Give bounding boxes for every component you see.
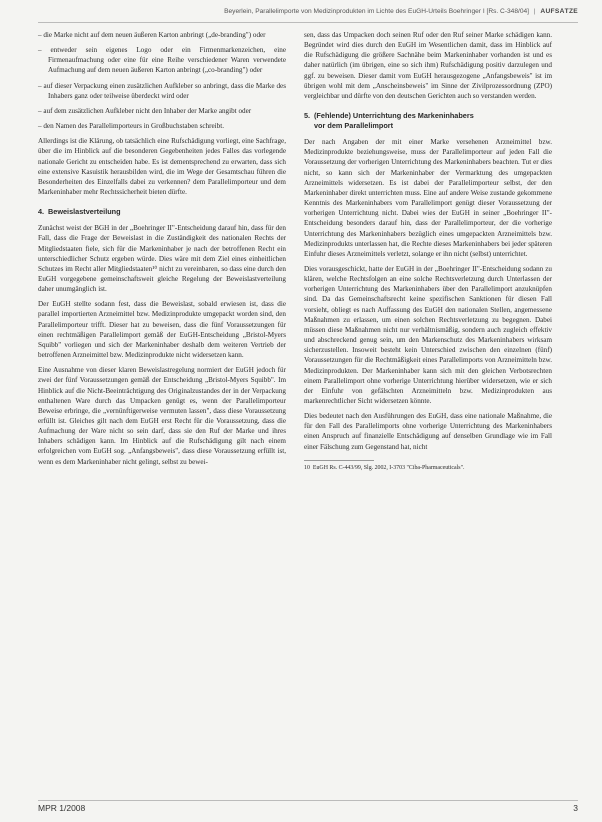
footnote-number: 10 (304, 464, 310, 471)
section-heading-4 (38, 207, 286, 217)
body-paragraph: Eine Ausnahme von dieser klaren Beweislastregelung normiert der EuGH jedoch für zwei der fünf Voraussetzungen gemäß der Entscheidung „Bristol-Myers Squibb". Im Hinblick auf die Nicht-Beeinträchtigung des Originalzustandes der in der Verpackung enthaltenen Ware durch das Umpacken genügt es, wenn der Parallelimporteur Beweise erbringe, die „vernünftigerweise vermuten lassen", dass diese Voraussetzung erfüllt ist. Gleiches gilt nach dem EuGH erst Recht für die Voraussetzung, dass die Aufmachung der Ware nicht so sein darf, dass sie den Ruf der Marke und ihres Inhabers schädigen kann. Im Hinblick auf die Rufschädigung gilt nach einem erfolgreichen vom EuGH sog. „Anfangsbeweis", dass diese Voraussetzung erfüllt ist, wenn es dem Markeninhaber nicht gelingt, selbst zu bewei- (38, 366, 286, 466)
header-citation: [Rs. C-348/04] (486, 8, 530, 15)
section-title: Beweislastverteilung (48, 207, 121, 217)
header-separator: | (533, 8, 536, 15)
journal-issue: MPR 1/2008 (38, 803, 86, 813)
running-title: Beyerlein, Parallelimporte von Medizinprodukten im Lichte des EuGH-Urteils Boehringer I (224, 8, 485, 15)
footnote (304, 464, 552, 472)
footnote-rule (304, 460, 374, 461)
right-column (304, 30, 552, 472)
body-paragraph: Allerdings ist die Klärung, ob tatsächlich eine Rufschädigung vorliegt, eine Sachfrage, über die im Hinblick auf die besonderen Gegebenheiten jedes Falles das vorlegende nationale Gericht zu entscheiden habe. Es ist dementsprechend zu erwarten, dass sich eine extensive Kasuistik herausbilden wird, die im Wege der Gesamtschau führen die Besonderheiten des Einzelfalls dabei zu verkennen? dem Parallelimporteur und dem Markeninhaber mehr Rechtssicherheit bieten dürfte. (38, 137, 286, 197)
footer-rule (38, 800, 578, 801)
page-footer (38, 803, 578, 817)
body-paragraph: sen, dass das Umpacken doch seinen Ruf oder den Ruf seiner Marke schädigen kann. Begründet wird dies durch den EuGH im Wesentlichen damit, dass im Hinblick auf die Rufschädigung die größere Sachnähe beim Markeninhaber vorhanden ist und es daher natürlich (im übrigen, eine so sich ihm) Rufschädigung positiv darzulegen und ggf. zu beweisen. Dieser damit vom EuGH herausgezogene „Anfangsbeweis" ist im übrigen wohl mit dem „Anscheinsbeweis" im Sinne der Zivilprozessordnung (ZPO) vergleichbar und dürfte von den deutschen Gerichten auch so verstanden werden. (304, 31, 552, 100)
header-rule (38, 22, 578, 23)
section-number: 5. (304, 111, 311, 121)
list-item: – auf dem zusätzlichen Aufkleber nicht den Inhaber der Marke angibt oder (38, 106, 252, 115)
body-paragraph: Dies vorausgeschickt, hatte der EuGH in der „Boehringer II"-Entscheidung sodann zu klären, welche Rechtsfolgen an eine solche Rechtsverletzung durch Unterlassen der vorherigen Unterrichtung des Markeninhabers über den Parallelimport anzuknüpfen sind. Da das Gemeinschaftsrecht keine spezifischen Sanktionen für diesen Fall vorsieht, obliegt es nach Auffassung des EuGH den nationalen Stellen, angemessene Maßnahmen zu erlassen, um einen solchen Rechtsverletzung zu begegnen. Dabei müssen diese Maßnahmen nicht nur verhältnismäßig, sondern auch zugleich effektiv und abschreckend genug sein, um den Markenschutz des Markeninhabers wirksam sicherzustellen. Insoweit besteht kein Unterschied zwischen den einzelnen (fünf) Voraussetzungen für die Rechtmäßigkeit eines Parallelimports von Arzneimitteln bzw. Medizinprodukten. Der Markeninhaber kann sich mit den gleichen Verbotsrechten einem Parallelimport ohne vorherige Unterrichtung hierüber widersetzen, wie er sich der Einfuhr von gefälschten Arzneimitteln bzw. Medizinprodukten aus markenrechtlicher Sicht widersetzen könnte. (304, 264, 552, 405)
body-paragraph: Der nach Angaben der mit einer Marke versehenen Arzneimittel bzw. Medizinprodukte beziehungsweise, muss der Parallelimporteur auf jeden Fall die Voraussetzung der vorherigen Unterrichtung des Markeninhabers beachten. Tut er dies nicht, so kann sich der Markeninhaber der Vermarktung des umgepackten Arzneimittels widersetzen. Es ist dabei der Parallelimporteur selbst, der den Markeninhaber direkt unterrichten muss. Eine auf andere Weise zustande gekommene Kenntnis des Markeninhabers vom Parallelimport genügt dieser Voraussetzung der vorherigen Unterrichtung nicht. Dabei wies der EuGH in seiner „Boehringer II"-Entscheidung besonders darauf hin, dass der Parallelimporteur, der die vorherige Unterrichtung des Markeninhabers bezüglich eines umgepackten Arzneimittels bzw. Medizinprodukts unterlassen hat, die Rechte dieses Markeninhabers bei jeder späteren Einfuhr dieses Arzneimittels verletzt, solange er ihn nicht (selbst) unterrichtet. (304, 138, 552, 258)
list-item: – auf dieser Verpackung einen zusätzlichen Aufkleber so anbringt, dass die Marke des Inhabers ganz oder teilweise überdeckt wird oder (38, 81, 286, 100)
section-heading-5 (304, 111, 552, 131)
body-paragraph: Dies bedeutet nach den Ausführungen des EuGH, dass eine nationale Maßnahme, die für den Fall des Parallelimports ohne vorherige Unterrichtung des Markeninhabers einen Anspruch auf finanzielle Entschädigung auf denselben Grundlage wie im Fall einer Fälschung zum Gegenstand hat, nicht (304, 412, 552, 451)
left-column (38, 30, 286, 472)
section-number: 4. (38, 207, 45, 217)
body-paragraph: Der EuGH stellte sodann fest, dass die Beweislast, sobald erwiesen ist, dass die parallel importierten Arzneimittel bzw. Medizinprodukte umgepackt worden sind, den Parallelimporteur trifft. Dieser hat zu beweisen, dass die fünf Voraussetzungen für einen rechtmäßigen Parallelimport gemäß der EuGH-Entscheidung „Bristol-Myers Squibb" vorliegen und sich der Markeninhaber deshalb dem weiteren Vertrieb der betroffenen Arzneimittel bzw. Medizinprodukte nicht widersetzen kann. (38, 300, 286, 360)
body-paragraph: Zunächst weist der BGH in der „Boehringer II"-Entscheidung darauf hin, dass für den Fall, dass die Frage der Beweislast in die Zuständigkeit des nationalen Rechts der Mitgliedstaaten fiele, sich für die Markeninhaber je nach der betroffenen Recht ein unterschiedlicher Schutz ergeben würde. Dies wäre mit dem Ziel eines einheitlichen Schutzes im Recht aller Mitgliedstaaten¹⁰ nicht zu vereinbaren, so dass eine durch den EuGH vorgegebene gemeinschaftsweit gleiche Regelung der Beweislastverteilung daher unumgänglich ist. (38, 224, 286, 294)
section-title: (Fehlende) Unterrichtung des Markeninhabers (314, 111, 474, 121)
footnote-text: EuGH Rs. C-443/99, Slg. 2002, I-3703 "Ciba-Pharmaceuticals". (312, 464, 465, 471)
page-number: 3 (573, 803, 578, 813)
list-item: – die Marke nicht auf dem neuen äußeren Karton anbringt („de-branding") oder (38, 31, 266, 39)
list-item: – den Namen des Parallelimporteurs in Großbuchstaben schreibt. (38, 122, 225, 131)
header-section: AUFSÄTZE (540, 8, 578, 15)
section-title-continued: vor dem Parallelimport (314, 121, 394, 131)
list-item: – entweder sein eigenes Logo oder ein Firmenmarkenzeichen, eine Firmenaufmachung oder eine für eine Reihe verschiedener Waren verwendete Aufmachung auf dem neuen äußeren Karton anbringt („co-branding") oder (38, 46, 286, 75)
